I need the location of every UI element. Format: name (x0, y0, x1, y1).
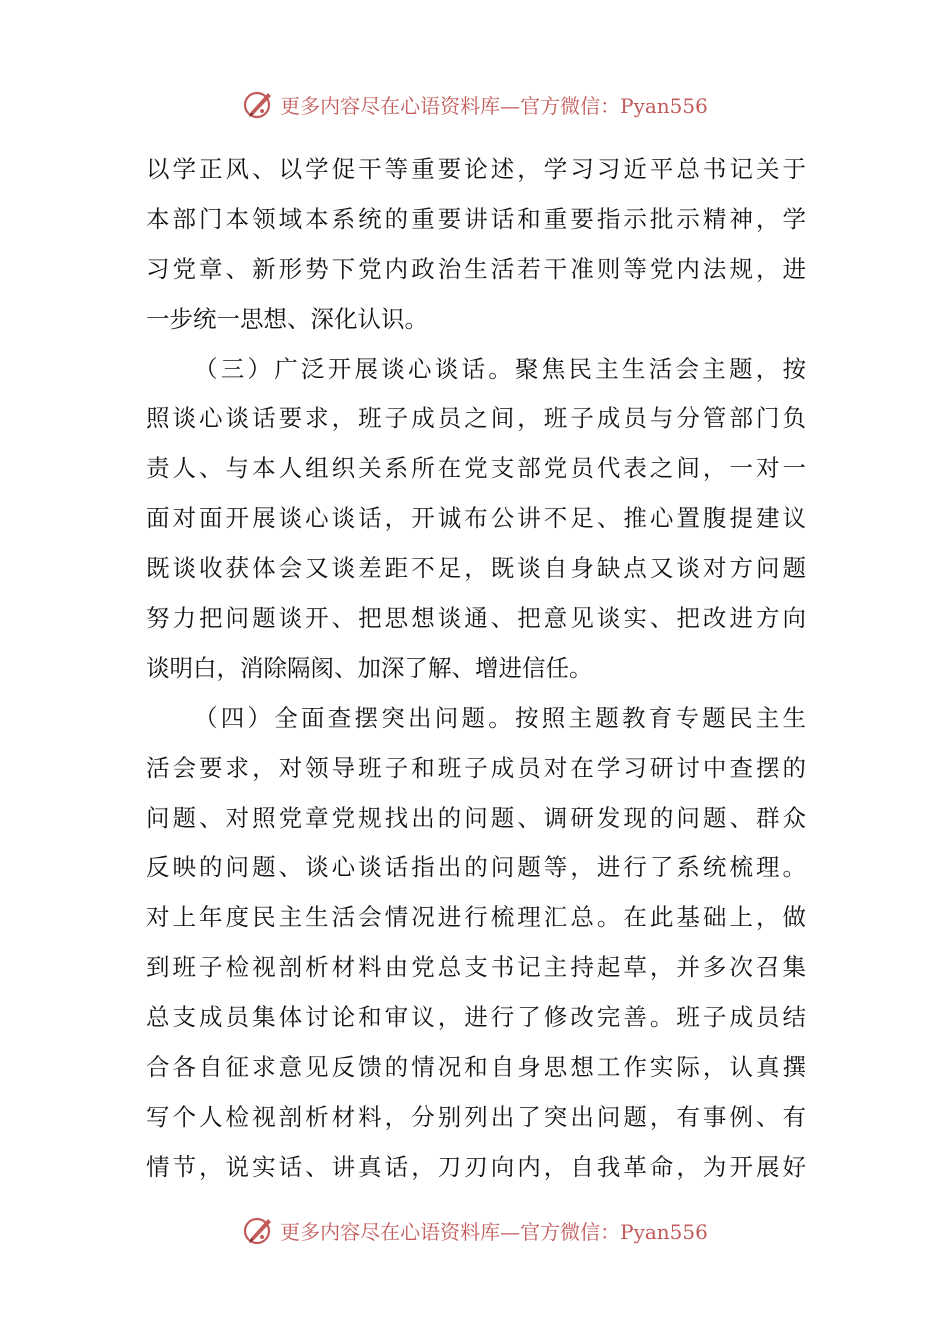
text-line: 照谈心谈话要求，班子成员之间，班子成员与分管部门负 (146, 404, 806, 433)
text-line: 合各自征求意见反馈的情况和自身思想工作实际，认真撰 (146, 1053, 806, 1082)
text-line: 写个人检视剖析材料，分别列出了突出问题，有事例、有 (146, 1102, 806, 1131)
text-line: 一步统一思想、深化认识。 (146, 304, 428, 333)
text-line: 以学正风、以学促干等重要论述，学习习近平总书记关于 (146, 155, 806, 183)
watermark-banner-top (0, 84, 950, 124)
text-line: 问题、对照党章党规找出的问题、调研发现的问题、群众 (146, 803, 806, 832)
paragraph-heading-line: （四）全面查摆突出问题。按照主题教育专题民主生 (194, 703, 806, 732)
text-line: 责人、与本人组织关系所在党支部党员代表之间，一对一 (146, 454, 806, 483)
text-line: 努力把问题谈开、把思想谈通、把意见谈实、把改进方向 (146, 604, 806, 633)
pen-logo-icon (242, 1213, 276, 1247)
watermark-text: 更多内容尽在心语资料库—官方微信：Pyan556 (280, 93, 708, 118)
text-line: 既谈收获体会又谈差距不足，既谈自身缺点又谈对方问题 (146, 554, 806, 583)
pen-logo-icon (242, 87, 276, 121)
text-line: 本部门本领域本系统的重要讲话和重要指示批示精神，学 (146, 204, 806, 233)
text-line: 对上年度民主生活会情况进行梳理汇总。在此基础上，做 (146, 903, 806, 932)
watermark-text: 更多内容尽在心语资料库—官方微信：Pyan556 (280, 1219, 708, 1244)
text-line: 谈明白，消除隔阂、加深了解、增进信任。 (146, 653, 593, 682)
text-line: 情节，说实话、讲真话，刀刃向内，自我革命，为开展好 (146, 1152, 806, 1181)
text-line: 活会要求，对领导班子和班子成员对在学习研讨中查摆的 (146, 753, 806, 782)
text-line: 习党章、新形势下党内政治生活若干准则等党内法规，进 (146, 254, 806, 283)
document-body (146, 145, 806, 1193)
text-line: 到班子检视剖析材料由党总支书记主持起草，并多次召集 (146, 953, 806, 982)
watermark-banner-bottom (0, 1210, 950, 1250)
text-line: 反映的问题、谈心谈话指出的问题等，进行了系统梳理。 (146, 853, 806, 882)
text-line: 总支成员集体讨论和审议，进行了修改完善。班子成员结 (146, 1003, 806, 1032)
paragraph-heading-line: （三）广泛开展谈心谈话。聚焦民主生活会主题，按 (194, 354, 806, 383)
text-line: 面对面开展谈心谈话，开诚布公讲不足、推心置腹提建议 (146, 504, 806, 533)
